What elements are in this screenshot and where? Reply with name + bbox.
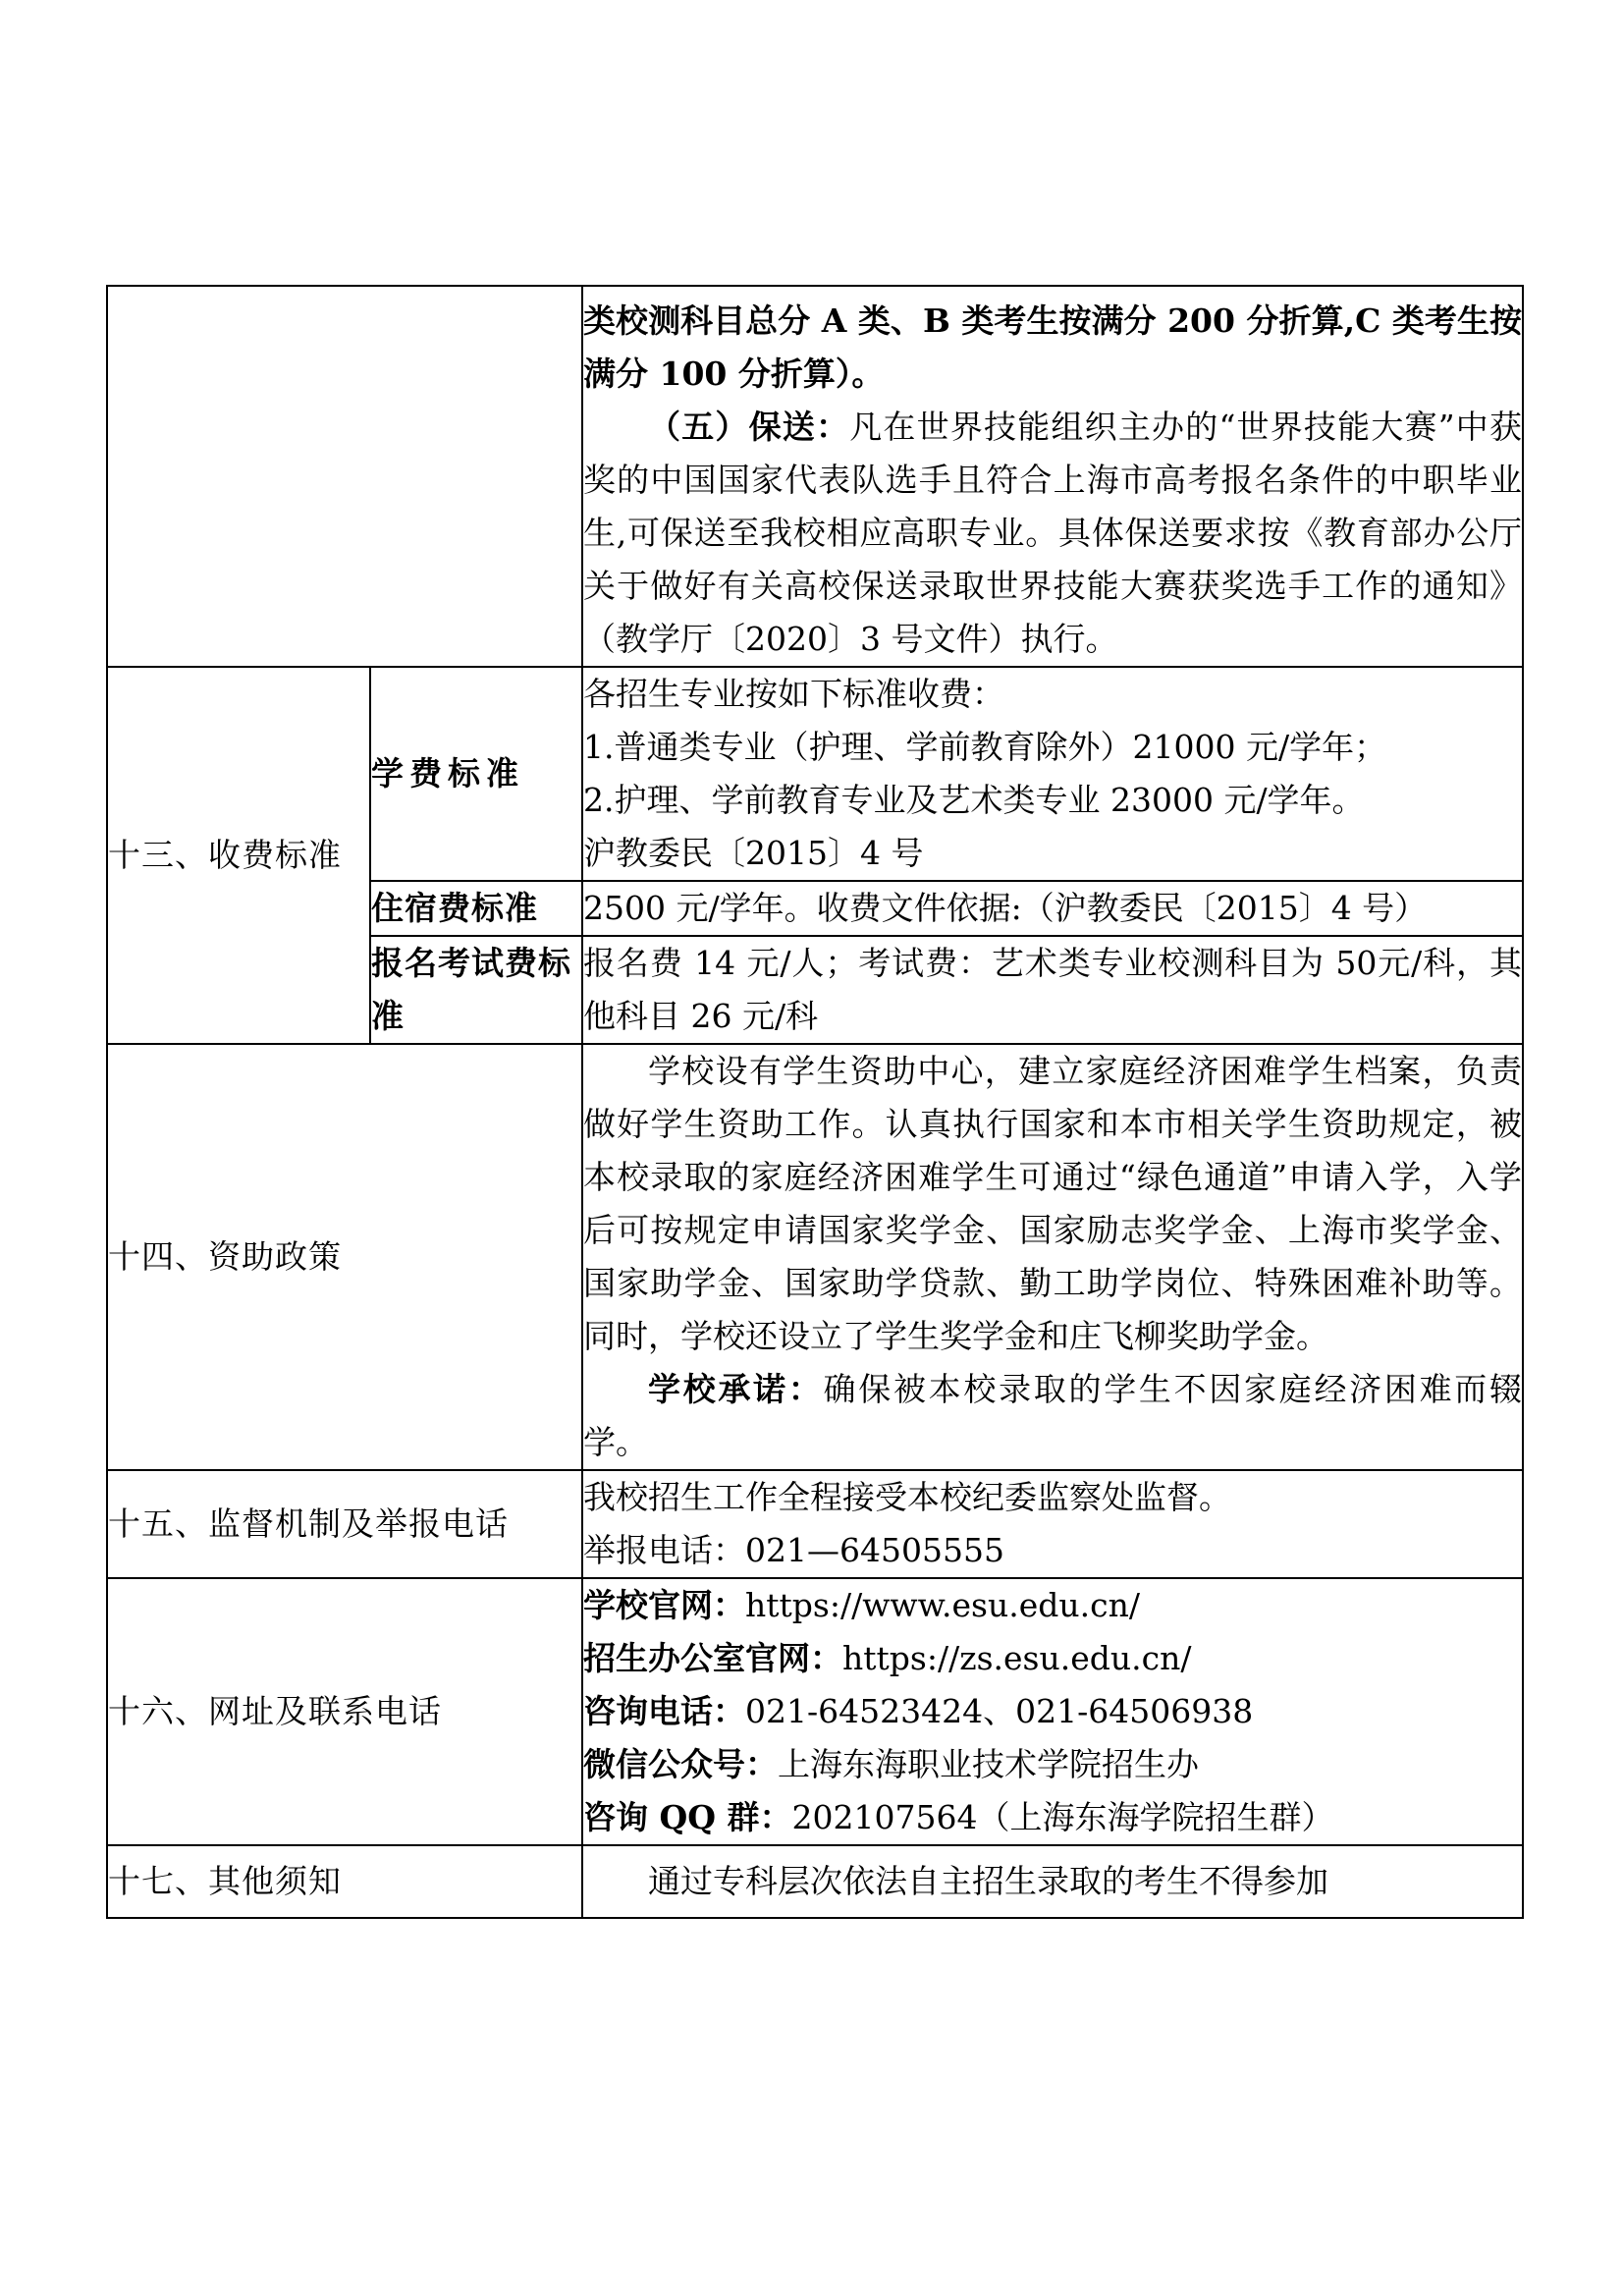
contact-key: 学校官网： <box>583 1586 745 1624</box>
contact-content <box>582 1578 1523 1845</box>
row-supervision <box>107 1470 1523 1578</box>
row-aid <box>107 1044 1523 1470</box>
contact-key: 咨询 QQ 群： <box>583 1798 792 1836</box>
row-other <box>107 1845 1523 1918</box>
dorm-label: 住宿费标准 <box>370 881 582 936</box>
supervision-line: 我校招生工作全程接受本校纪委监察处监督。 <box>583 1478 1231 1516</box>
tuition-label: 学费标准 <box>370 667 582 881</box>
qq-group: 202107564（上海东海学院招生群） <box>791 1798 1334 1836</box>
supervision-content <box>582 1470 1523 1578</box>
aid-section-label: 十四、资助政策 <box>107 1044 582 1470</box>
tuition-line: 沪教委民〔2015〕4 号 <box>583 834 924 872</box>
supervision-section-label: 十五、监督机制及举报电话 <box>107 1470 582 1578</box>
promise-heading: 学校承诺： <box>648 1370 824 1408</box>
promise-text: 确保被本校录取的学生不因家庭经济困难而辍学。 <box>583 1370 1523 1461</box>
contact-key: 咨询电话： <box>583 1692 745 1730</box>
tuition-line: 1.普通类专业（护理、学前教育除外）21000 元/学年； <box>583 728 1387 766</box>
exam-content: 报名费 14 元/人；考试费：艺术类专业校测科目为 50元/科，其他科目 26 元/科 <box>582 936 1523 1044</box>
dorm-content: 2500 元/学年。收费文件依据:（沪教委民〔2015〕4 号） <box>582 881 1523 936</box>
contact-key: 招生办公室官网： <box>583 1639 842 1677</box>
other-section-label: 十七、其他须知 <box>107 1845 582 1918</box>
contact-section-label: 十六、网址及联系电话 <box>107 1578 582 1845</box>
fees-section-label: 十三、收费标准 <box>107 667 370 1044</box>
consult-phone: 021-64523424、021-64506938 <box>745 1692 1254 1730</box>
school-website-link[interactable]: https://www.esu.edu.cn/ <box>745 1586 1140 1624</box>
row-contact <box>107 1578 1523 1845</box>
policy-table <box>106 285 1524 1919</box>
report-phone: 举报电话：021—64505555 <box>583 1531 1004 1569</box>
tuition-content <box>582 667 1523 881</box>
aid-text: 学校设有学生资助中心，建立家庭经济困难学生档案，负责做好学生资助工作。认真执行国家和本市相关学生资助规定，被本校录取的家庭经济困难学生可通过“绿色通道”申请入学，入学后可按规定申请国家奖学金、国家励志奖学金、上海市奖学金、国家助学金、国家助学贷款、勤工助学岗位、特殊困难补助等。同时，学校还设立了学生奖学金和庄飞柳奖助学金。 <box>583 1052 1522 1355</box>
policy-table-page <box>106 285 1522 1919</box>
continuation-text: 类校测科目总分 A 类、B 类考生按满分 200 分折算,C 类考生按满分 100 分折算）。 <box>583 301 1522 393</box>
row-fees-tuition <box>107 667 1523 881</box>
baosong-text: 凡在世界技能组织主办的“世界技能大赛”中获奖的中国国家代表队选手且符合上海市高考报名条件的中职毕业生,可保送至我校相应高职专业。具体保送要求按《教育部办公厅关于做好有关高校保送录取世界技能大赛获奖选手工作的通知》（教学厅〔2020〕3 号文件）执行。 <box>583 408 1522 658</box>
row-continuation <box>107 286 1523 667</box>
continuation-label-cell <box>107 286 582 667</box>
tuition-line: 各招生专业按如下标准收费： <box>583 675 1004 713</box>
contact-key: 微信公众号： <box>583 1745 778 1783</box>
continuation-content <box>582 286 1523 667</box>
baosong-heading: （五）保送： <box>648 408 850 446</box>
wechat-account: 上海东海职业技术学院招生办 <box>778 1745 1199 1783</box>
aid-content <box>582 1044 1523 1470</box>
tuition-line: 2.护理、学前教育专业及艺术类专业 23000 元/学年。 <box>583 781 1365 819</box>
admissions-website-link[interactable]: https://zs.esu.edu.cn/ <box>842 1639 1192 1677</box>
other-text: 通过专科层次依法自主招生录取的考生不得参加 <box>648 1862 1328 1900</box>
exam-label: 报名考试费标准 <box>370 936 582 1044</box>
other-content <box>582 1845 1523 1918</box>
